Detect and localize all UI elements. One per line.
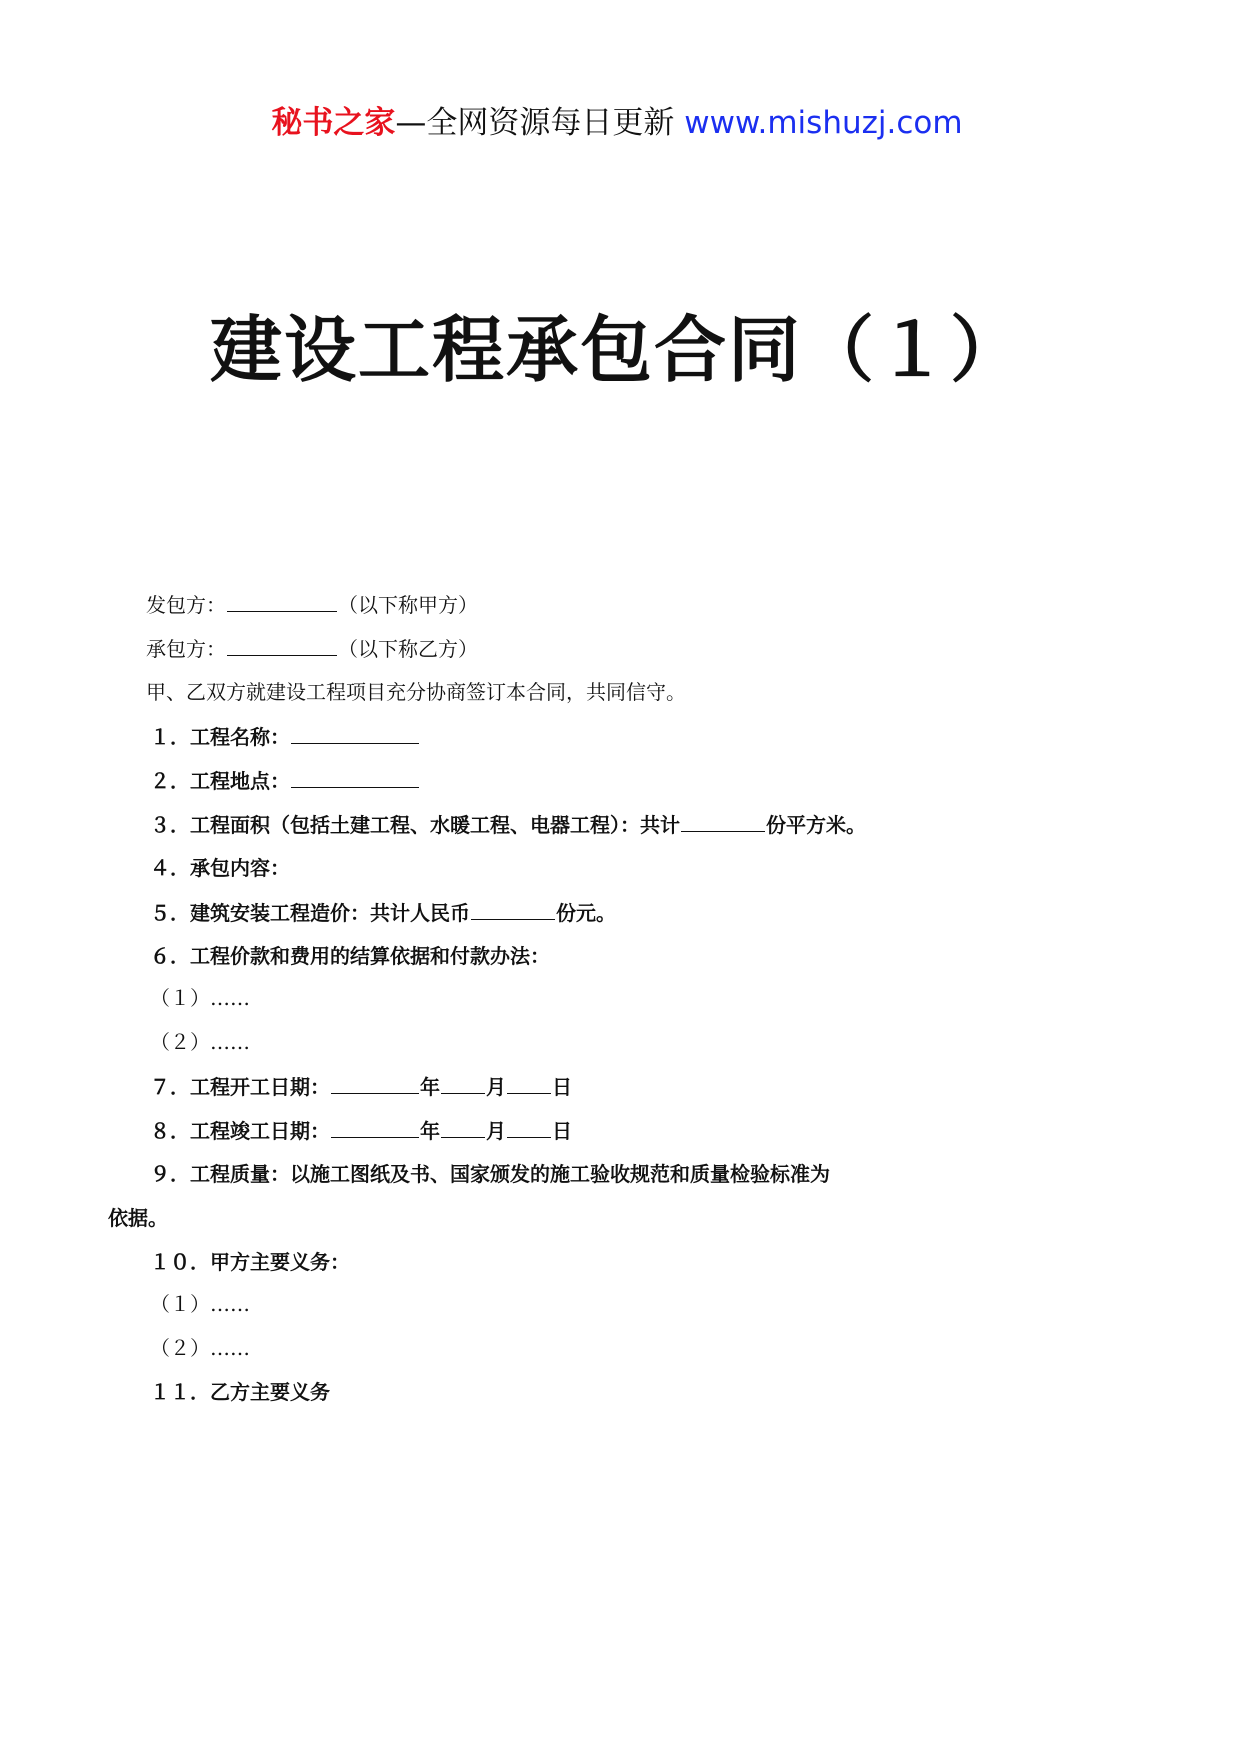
contractor-label: 承包方： [146, 637, 226, 661]
clause-1-text: １．工程名称： [150, 725, 290, 749]
clause-8-month: 月 [486, 1119, 506, 1143]
clause-10: １０．甲方主要义务： [150, 1250, 350, 1274]
banner-url-link[interactable]: www.mishuzj.com [684, 105, 963, 141]
clause-2-blank [291, 765, 419, 788]
clause-9-line-2: 依据。 [108, 1206, 168, 1230]
clause-8-month-blank [441, 1115, 485, 1138]
employer-line [146, 589, 478, 620]
clause-7-month: 月 [486, 1075, 506, 1099]
site-banner [0, 100, 1234, 146]
clause-8-day: 日 [552, 1119, 572, 1143]
contractor-suffix: （以下称乙方） [338, 637, 478, 661]
clause-5-blank [471, 897, 555, 920]
clause-7-year-blank [331, 1071, 419, 1094]
preamble: 甲、乙双方就建设工程项目充分协商签订本合同，共同信守。 [146, 680, 686, 704]
clause-2 [150, 765, 420, 796]
clause-5 [150, 897, 616, 928]
clause-8-text: ８．工程竣工日期： [150, 1119, 330, 1143]
document-title: 建设工程承包合同（１） [209, 307, 1024, 392]
contractor-line [146, 633, 478, 664]
clause-2-text: ２．工程地点： [150, 769, 290, 793]
clause-11: １１．乙方主要义务 [150, 1380, 330, 1404]
clause-4: ４．承包内容： [150, 856, 290, 880]
clause-7-day-blank [507, 1071, 551, 1094]
clause-3 [150, 809, 866, 840]
clause-5-text: ５．建筑安装工程造价：共计人民币 [150, 901, 470, 925]
clause-8-year: 年 [420, 1119, 440, 1143]
clause-3-text: ３．工程面积（包括土建工程、水暖工程、电器工程）：共计 [150, 813, 680, 837]
clause-3-blank [681, 809, 765, 832]
clause-7-text: ７．工程开工日期： [150, 1075, 330, 1099]
contractor-blank [227, 633, 337, 656]
clause-8-year-blank [331, 1115, 419, 1138]
clause-6-item-2: （２）…… [150, 1030, 250, 1054]
clause-6-item-1: （１）…… [150, 986, 250, 1010]
clause-10-item-1: （１）…… [150, 1292, 250, 1316]
clause-8 [150, 1115, 572, 1146]
employer-suffix: （以下称甲方） [338, 593, 478, 617]
clause-1 [150, 721, 420, 752]
clause-1-blank [291, 721, 419, 744]
clause-7 [150, 1071, 572, 1102]
clause-9-line-1: ９．工程质量：以施工图纸及书、国家颁发的施工验收规范和质量检验标准为 [150, 1162, 830, 1186]
employer-label: 发包方： [146, 593, 226, 617]
clause-6: ６．工程价款和费用的结算依据和付款办法： [150, 944, 550, 968]
clause-8-day-blank [507, 1115, 551, 1138]
clause-7-year: 年 [420, 1075, 440, 1099]
clause-10-item-2: （２）…… [150, 1336, 250, 1360]
clause-3-suffix: 份平方米。 [766, 813, 866, 837]
banner-tagline: —全网资源每日更新 [395, 105, 685, 141]
banner-brand: 秘书之家 [271, 105, 396, 141]
clause-7-day: 日 [552, 1075, 572, 1099]
employer-blank [227, 589, 337, 612]
clause-7-month-blank [441, 1071, 485, 1094]
clause-5-suffix: 份元。 [556, 901, 616, 925]
